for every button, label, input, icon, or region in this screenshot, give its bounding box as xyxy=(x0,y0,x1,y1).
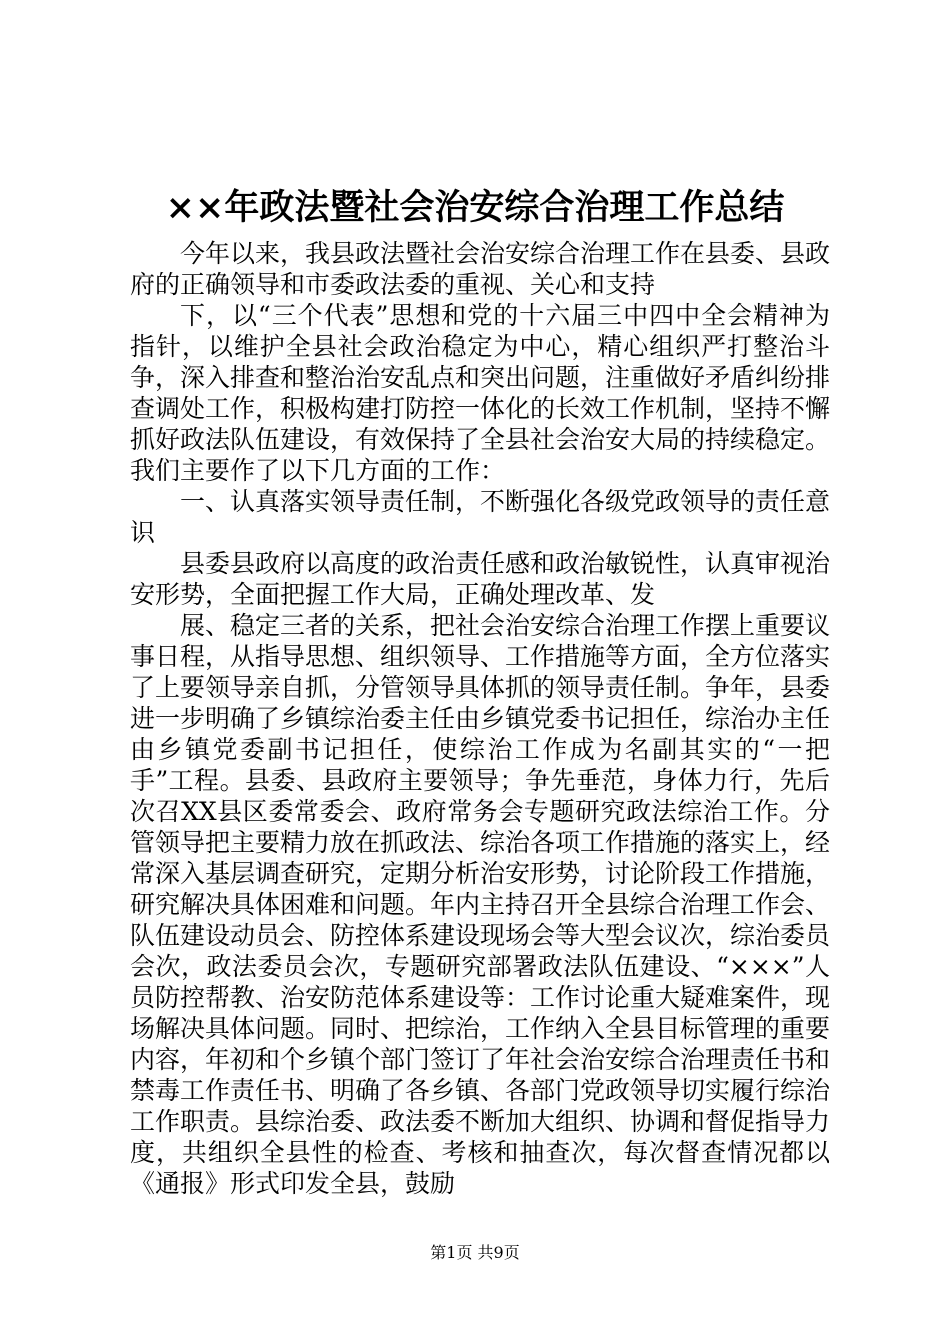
section-heading-1: 一、认真落实领导责任制，不断强化各级党政领导的责任意识 xyxy=(130,487,831,547)
paragraph-intro: 今年以来，我县政法暨社会治安综合治理工作在县委、县政府的正确领导和市委政法委的重视、关心和支持 xyxy=(130,239,831,299)
paragraph-section-1-continued: 展、稳定三者的关系，把社会治安综合治理工作摆上重要议事日程，从指导思想、组织领导、工作措施等方面，全方位落实了上要领导亲自抓，分管领导具体抓的领导责任制。争年，县委进一步明确了乡镇综治委主任由乡镇党委书记担任，综治办主任由乡镇党委副书记担任，使综治工作成为名副其实的“一把手”工程。县委、县政府主要领导；争先垂范，身体力行，先后次召XX县区委常委会、政府常务会专题研究政法综治工作。分管领导把主要精力放在抓政法、综治各项工作措施的落实上，经常深入基层调查研究，定期分析治安形势，讨论阶段工作措施，研究解决具体困难和问题。年内主持召开全县综合治理工作会、队伍建设动员会、防控体系建设现场会等大型会议次，综治委员会次，政法委员会次，专题研究部署政法队伍建设、“×××”人员防控帮教、治安防范体系建设等：工作讨论重大疑难案件，现场解决具体问题。同时、把综治，工作纳入全县目标管理的重要内容，年初和个乡镇个部门签订了年社会治安综合治理责任书和禁毒工作责任书、明确了各乡镇、各部门党政领导切实履行综治工作职责。县综治委、政法委不断加大组织、协调和督促指导力度，共组织全县性的检查、考核和抽查次，每次督查情况都以《通报》形式印发全县，鼓励 xyxy=(130,611,831,1198)
page-footer: 第1页 共9页 xyxy=(430,1243,520,1262)
paragraph-intro-continued: 下，以“三个代表”思想和党的十六届三中四中全会精神为指针，以维护全县社会政治稳定为中心，精心组织严打整治斗争，深入排查和整治治安乱点和突出问题，注重做好矛盾纠纷排查调处工作，积极构建打防控一体化的长效工作机制，坚持不懈抓好政法队伍建设，有效保持了全县社会治安大局的持续稳定。我们主要作了以下几方面的工作： xyxy=(130,301,831,485)
document-body xyxy=(130,238,830,1199)
document-title: ××年政法暨社会治安综合治理工作总结 xyxy=(165,187,785,228)
paragraph-section-1: 县委县政府以高度的政治责任感和政治敏锐性，认真审视治安形势，全面把握工作大局，正确处理改革、发 xyxy=(130,549,831,609)
